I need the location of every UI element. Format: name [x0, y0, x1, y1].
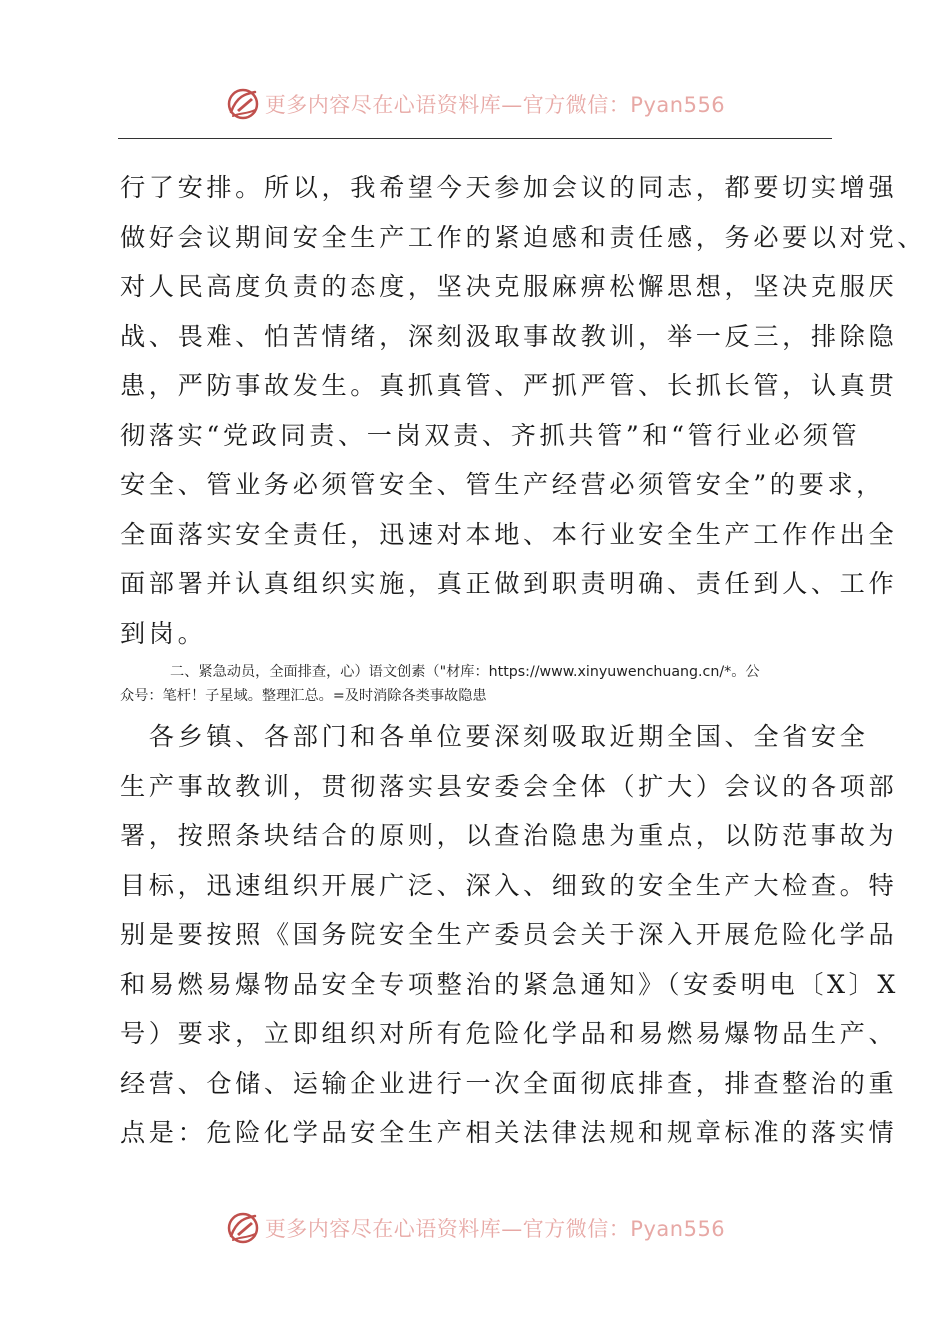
paragraph-line: 全面落实安全责任，迅速对本地、本行业安全生产工作作出全	[120, 519, 898, 549]
paragraph-line: 彻落实“党政同责、一岗双责、齐抓共管”和“管行业必须管	[120, 420, 861, 450]
signature-pen-logo-icon	[225, 1210, 261, 1246]
paragraph-line: 到岗。	[120, 618, 207, 648]
paragraph-line: 号）要求，立即组织对所有危险化学品和易燃易爆物品生产、	[120, 1019, 898, 1048]
footer-banner	[0, 1208, 950, 1248]
paragraph-line: 安全、管业务必须管安全、管生产经营必须管安全”的要求，	[120, 470, 885, 499]
paragraph-line: 各乡镇、各部门和各单位要深刻吸取近期全国、全省安全	[120, 722, 869, 751]
paragraph-line: 行了安排。所以，我希望今天参加会议的同志，都要切实增强	[120, 173, 898, 202]
header-banner-text: 更多内容尽在心语资料库—官方微信：Pyan556	[264, 93, 726, 117]
paragraph-line: 生产事故教训，贯彻落实县安委会全体（扩大）会议的各项部	[120, 771, 898, 801]
paragraph-line: 做好会议期间安全生产工作的紧迫感和责任感，务必要以对党、	[120, 222, 927, 252]
signature-pen-logo-icon	[225, 86, 261, 122]
paragraph-line: 患，严防事故发生。真抓真管、严抓严管、长抓长管，认真贯	[120, 371, 898, 400]
paragraph-line: 对人民高度负责的态度，坚决克服麻痹松懈思想，坚决克服厌	[120, 272, 898, 301]
header-banner	[0, 84, 950, 124]
footer-banner-text: 更多内容尽在心语资料库—官方微信：Pyan556	[264, 1217, 726, 1241]
paragraph-line: 战、畏难、怕苦情绪，深刻汲取事故教训，举一反三，排除隐	[120, 321, 898, 351]
note-line: 众号：笔杆！子星域。整理汇总。=及时消除各类事故隐患	[120, 688, 487, 704]
paragraph-line: 面部署并认真组织实施，真正做到职责明确、责任到人、工作	[120, 569, 898, 598]
paragraph-line: 和易燃易爆物品安全专项整治的紧急通知》（安委明电〔X〕X	[120, 969, 899, 999]
paragraph-1	[120, 163, 927, 658]
paragraph-line: 目标，迅速组织开展广泛、深入、细致的安全生产大检查。特	[120, 870, 898, 900]
paragraph-2	[120, 712, 899, 1158]
section-heading-note	[120, 660, 832, 708]
paragraph-line: 点是：危险化学品安全生产相关法律法规和规章标准的落实情	[120, 1118, 898, 1147]
paragraph-line: 别是要按照《国务院安全生产委员会关于深入开展危险化学品	[120, 920, 898, 949]
paragraph-line: 经营、仓储、运输企业进行一次全面彻底排查，排查整治的重	[120, 1068, 898, 1098]
paragraph-line: 署，按照条块结合的原则，以查治隐患为重点，以防范事故为	[120, 821, 898, 850]
note-line: 二、紧急动员，全面排查，心）语文创素（"材库：https://www.xinyuwenchuang.cn/*。公	[170, 664, 760, 680]
header-divider	[118, 138, 832, 139]
